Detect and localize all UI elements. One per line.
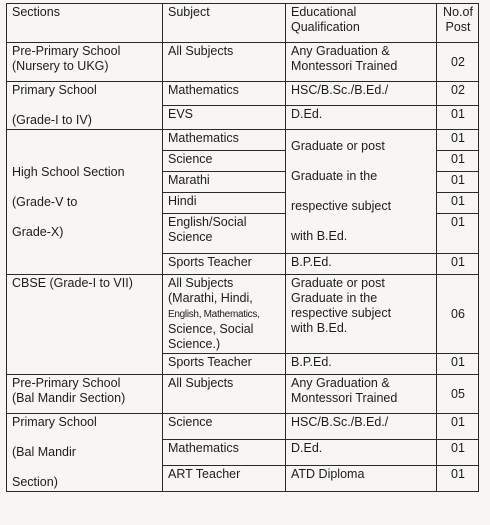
posts-cell: 06	[437, 275, 479, 354]
posts-cell: 01	[437, 193, 479, 214]
subject-cell: Mathematics	[163, 82, 286, 106]
subject-line: Science, Social Science.)	[168, 322, 254, 351]
posts-cell: 01	[437, 214, 479, 254]
subject-cell: All Subjects	[163, 43, 286, 82]
table-row	[7, 82, 479, 106]
posts-cell: 01	[437, 254, 479, 275]
posts-cell: 02	[437, 43, 479, 82]
subject-cell: Science	[163, 414, 286, 440]
table-row	[7, 130, 479, 151]
posts-cell: 01	[437, 354, 479, 375]
posts-cell: 01	[437, 130, 479, 151]
section-cell: Primary School (Grade-I to IV)	[7, 82, 163, 130]
posts-cell: 01	[437, 414, 479, 440]
qualification-cell: D.Ed.	[286, 106, 437, 130]
qualification-cell: Graduate or post Graduate in the respective subject with B.Ed.	[286, 275, 437, 354]
subject-cell: Marathi	[163, 172, 286, 193]
posts-cell: 02	[437, 82, 479, 106]
qualification-cell: Any Graduation & Montessori Trained	[286, 43, 437, 82]
subject-cell: Sports Teacher	[163, 354, 286, 375]
subject-line: All Subjects (Marathi, Hindi,	[168, 276, 253, 305]
header-posts: No.of Post	[437, 4, 479, 43]
qualification-cell: B.P.Ed.	[286, 254, 437, 275]
posts-cell: 05	[437, 375, 479, 414]
qualification-cell: HSC/B.Sc./B.Ed./	[286, 414, 437, 440]
subject-cell	[163, 275, 286, 354]
table-header-row	[7, 4, 479, 43]
subject-cell: EVS	[163, 106, 286, 130]
table-row	[7, 43, 479, 82]
posts-cell: 01	[437, 106, 479, 130]
header-qualification: Educational Qualification	[286, 4, 437, 43]
section-cell: High School Section (Grade-V to Grade-X)	[7, 130, 163, 275]
subject-cell: English/Social Science	[163, 214, 286, 254]
qualification-cell: D.Ed.	[286, 440, 437, 466]
qualification-cell: B.P.Ed.	[286, 354, 437, 375]
section-cell: Pre-Primary School (Bal Mandir Section)	[7, 375, 163, 414]
subject-cell: Mathematics	[163, 440, 286, 466]
table-row	[7, 275, 479, 354]
subject-cell: All Subjects	[163, 375, 286, 414]
vacancy-table	[6, 3, 479, 492]
qualification-cell: Any Graduation & Montessori Trained	[286, 375, 437, 414]
qualification-cell: ATD Diploma	[286, 466, 437, 492]
table-row	[7, 375, 479, 414]
posts-cell: 01	[437, 466, 479, 492]
header-sections: Sections	[7, 4, 163, 43]
subject-cell: Sports Teacher	[163, 254, 286, 275]
header-subject: Subject	[163, 4, 286, 43]
subject-cell: ART Teacher	[163, 466, 286, 492]
table-row	[7, 414, 479, 440]
posts-cell: 01	[437, 172, 479, 193]
subject-cell: Science	[163, 151, 286, 172]
section-cell: Pre-Primary School (Nursery to UKG)	[7, 43, 163, 82]
qualification-cell: HSC/B.Sc./B.Ed./	[286, 82, 437, 106]
subject-cell: Mathematics	[163, 130, 286, 151]
posts-cell: 01	[437, 440, 479, 466]
qualification-cell: Graduate or post Graduate in the respective subject with B.Ed.	[286, 130, 437, 254]
subject-cell: Hindi	[163, 193, 286, 214]
subject-line: English, Mathematics,	[168, 309, 260, 320]
section-cell: Primary School (Bal Mandir Section)	[7, 414, 163, 492]
posts-cell: 01	[437, 151, 479, 172]
section-cell: CBSE (Grade-I to VII)	[7, 275, 163, 375]
